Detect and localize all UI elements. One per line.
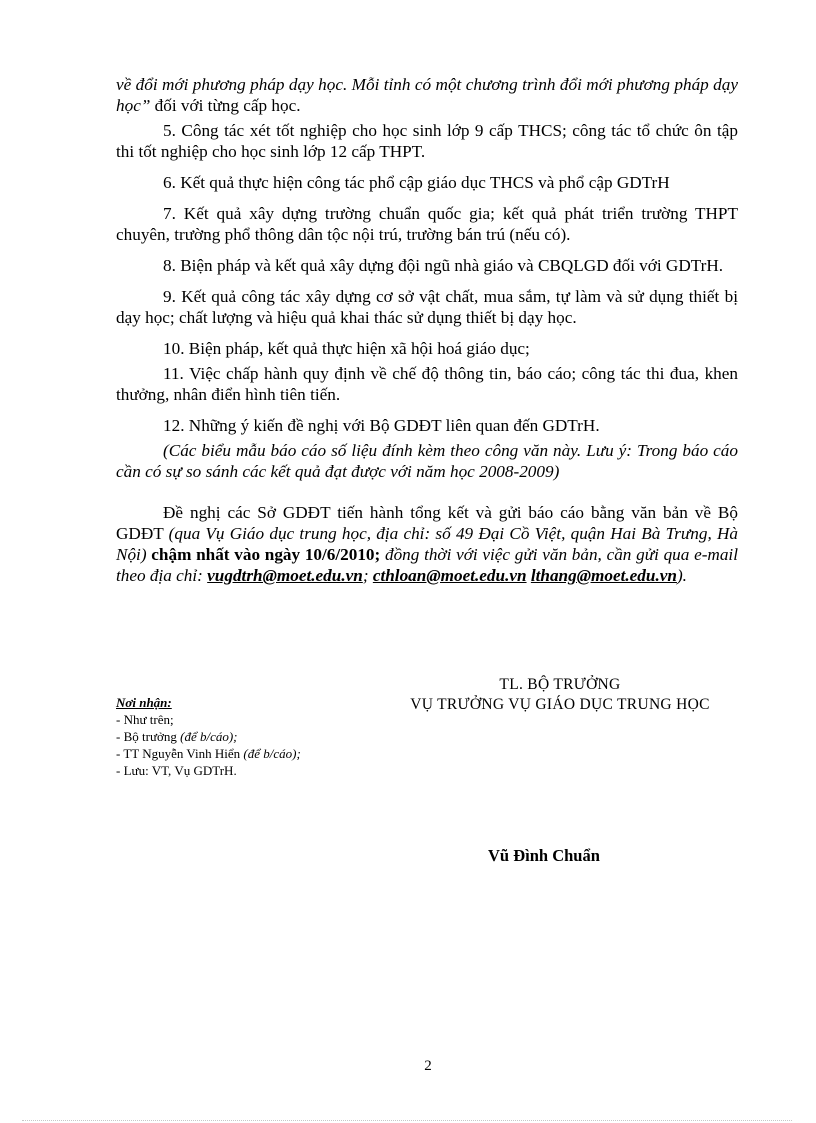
continuation-italic-text: về đổi mới phương pháp dạy học. Mỗi tỉnh có một chương trình đổi mới phương pháp dạy học” <box>116 75 738 115</box>
signature-title-line1: TL. BỘ TRƯỞNG <box>499 676 621 693</box>
signature-title-line2: VỤ TRƯỞNG VỤ GIÁO DỤC TRUNG HỌC <box>410 696 710 713</box>
continuation-text: đối với từng cấp học. <box>150 96 301 115</box>
page-number: 2 <box>424 1058 432 1074</box>
request-address: (qua Vụ Giáo dục trung học, địa chỉ: số 49 Đại Cồ Việt, quận Hai Bà Trưng, Hà Nội) <box>116 524 738 564</box>
recipients-label: Nơi nhận: <box>116 695 172 710</box>
paragraph-item-10: 10. Biện pháp, kết quả thực hiện xã hội hoá giáo dục; <box>163 339 530 358</box>
email-link-cthloan[interactable]: cthloan@moet.edu.vn <box>372 566 527 585</box>
paragraph-continuation <box>116 74 738 116</box>
request-end: ). <box>676 566 687 585</box>
recipient-item: - Bộ trưởng (để b/cáo); <box>116 729 238 744</box>
request-text: Đề nghị các Sở GDĐT tiến hành tổng kết và gửi báo cáo bằng văn bản về Bộ GDĐT <box>116 503 738 543</box>
paragraph-item-8: 8. Biện pháp và kết quả xây dựng đội ngũ nhà giáo và CBQLGD đối với GDTrH. <box>163 256 724 275</box>
paragraph-item-5: 5. Công tác xét tốt nghiệp cho học sinh lớp 9 cấp THCS; công tác tổ chức ôn tập thi tốt nghiệp cho học sinh lớp 12 cấp THPT. <box>116 121 738 161</box>
recipient-item: - Lưu: VT, Vụ GDTrH. <box>116 763 237 778</box>
email-separator: ; <box>362 566 373 585</box>
recipient-item: - Như trên; <box>116 712 174 727</box>
paragraph-item-9: 9. Kết quả công tác xây dựng cơ sở vật chất, mua sắm, tự làm và sử dụng thiết bị dạy học; chất lượng và hiệu quả khai thác sử dụng thiết bị dạy học. <box>116 287 738 327</box>
paragraph-item-12: 12. Những ý kiến đề nghị với Bộ GDĐT liên quan đến GDTrH. <box>163 416 600 435</box>
request-email-intro: đồng thời với việc gửi văn bản, cần gửi qua e-mail theo địa chỉ: <box>116 545 738 585</box>
email-link-lthang[interactable]: lthang@moet.edu.vn <box>530 566 677 585</box>
paragraph-item-6: 6. Kết quả thực hiện công tác phổ cập giáo dục THCS và phổ cập GDTrH <box>163 173 670 192</box>
paragraph-request <box>116 502 738 586</box>
email-link-vugdtrh[interactable]: vugdtrh@moet.edu.vn <box>207 566 363 585</box>
signer-name: Vũ Đình Chuẩn <box>488 846 600 865</box>
paragraph-note: (Các biểu mẫu báo cáo số liệu đính kèm theo công văn này. Lưu ý: Trong báo cáo cần có sự so sánh các kết quả đạt được với năm học 2008-2009) <box>116 441 738 481</box>
recipients-block <box>116 694 301 779</box>
recipient-item: - TT Nguyễn Vinh Hiển (để b/cáo); <box>116 746 301 761</box>
paragraph-item-7: 7. Kết quả xây dựng trường chuẩn quốc gia; kết quả phát triển trường THPT chuyên, trường phổ thông dân tộc nội trú, trường bán trú (nếu có). <box>116 204 738 244</box>
paragraph-item-11: 11. Việc chấp hành quy định về chế độ thông tin, báo cáo; công tác thi đua, khen thưởng, nhân điển hình tiên tiến. <box>116 364 738 404</box>
request-deadline: chậm nhất vào ngày 10/6/2010; <box>146 545 381 564</box>
document-body <box>116 74 738 596</box>
page-footer-divider <box>22 1120 792 1121</box>
